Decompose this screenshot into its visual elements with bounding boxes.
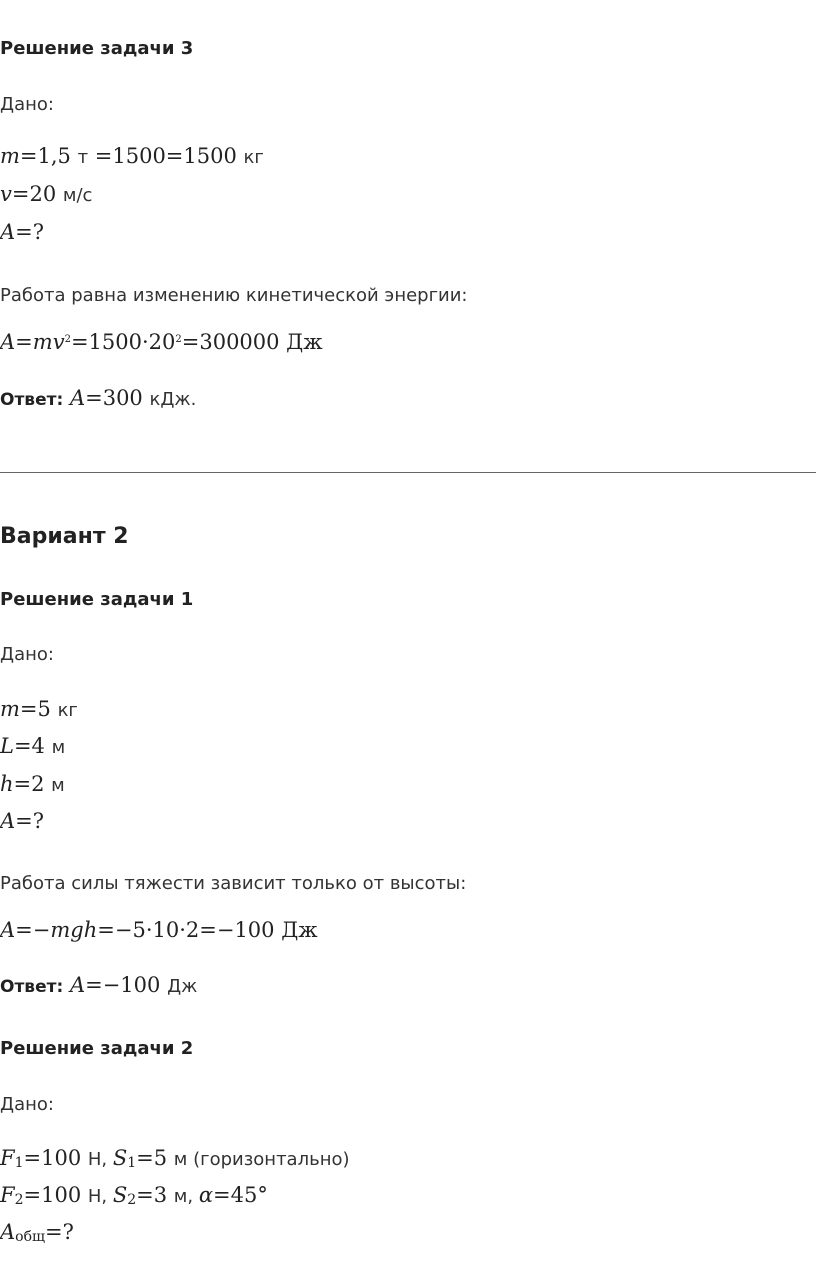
eq: =45° xyxy=(213,1183,268,1207)
task2-heading: Решение задачи 2 xyxy=(0,1038,194,1059)
eq: =1500=1500 xyxy=(88,144,244,168)
task3-given-mass xyxy=(0,144,264,168)
var-a: A xyxy=(0,809,16,833)
unit: м (горизонтально) xyxy=(173,1149,350,1170)
answer-value: =300 xyxy=(85,386,150,410)
var-a: A xyxy=(0,220,16,244)
divider xyxy=(0,472,816,473)
var-a: A xyxy=(0,1220,16,1244)
eq: =? xyxy=(15,809,45,833)
unit: кг xyxy=(243,147,264,168)
eq: =100 xyxy=(23,1146,88,1170)
var-m: m xyxy=(0,697,20,721)
unit: м xyxy=(51,775,65,796)
var-v: v xyxy=(0,182,12,206)
unit: Н, xyxy=(87,1186,113,1207)
unit: м/с xyxy=(62,185,93,206)
subscript: общ xyxy=(15,1229,46,1245)
unit: м, xyxy=(173,1186,199,1207)
var-f: F xyxy=(0,1183,15,1207)
task3-given-label: Дано: xyxy=(0,94,54,115)
task2-given-line1 xyxy=(0,1146,350,1171)
task1-given-length xyxy=(0,734,65,758)
task1-explanation: Работа силы тяжести зависит только от высоты: xyxy=(0,873,467,894)
eq: =? xyxy=(45,1220,74,1244)
answer-value: =−100 xyxy=(85,973,168,997)
var-a: A xyxy=(0,330,16,354)
task1-given-height xyxy=(0,772,65,796)
eq: =3 xyxy=(136,1183,174,1207)
eq: =300000 Дж xyxy=(181,330,323,354)
task1-given-label: Дано: xyxy=(0,644,54,665)
superscript: 2 xyxy=(64,334,71,345)
task2-given-line2 xyxy=(0,1183,268,1208)
eq: =20 xyxy=(11,182,63,206)
subscript: 2 xyxy=(127,1192,137,1208)
eq: = xyxy=(15,330,33,354)
var-alpha: α xyxy=(198,1183,214,1207)
eq: =1500·20 xyxy=(70,330,176,354)
variant-heading: Вариант 2 xyxy=(0,524,129,549)
answer-label: Ответ: xyxy=(0,390,64,410)
task3-answer xyxy=(0,386,196,410)
eq: =− xyxy=(15,918,51,942)
var-a: A xyxy=(69,386,86,410)
eq: =4 xyxy=(13,734,52,758)
eq: =5 xyxy=(19,697,58,721)
eq: =? xyxy=(15,220,45,244)
task1-heading: Решение задачи 1 xyxy=(0,589,194,610)
eq: =2 xyxy=(13,772,52,796)
var-h: h xyxy=(0,772,14,796)
unit: Дж xyxy=(167,976,198,997)
unit: кг xyxy=(57,700,78,721)
var-m: m xyxy=(0,144,20,168)
var-a: A xyxy=(69,973,86,997)
task3-given-velocity xyxy=(0,182,92,206)
task1-answer xyxy=(0,973,197,997)
var-l: L xyxy=(0,734,14,758)
var-a: A xyxy=(0,918,16,942)
task3-explanation: Работа равна изменению кинетической энергии: xyxy=(0,285,468,306)
task1-given-mass xyxy=(0,697,78,721)
superscript: 2 xyxy=(175,334,182,345)
unit: т xyxy=(77,147,89,168)
var-mgh: mgh xyxy=(50,918,98,942)
task3-given-work xyxy=(0,220,44,244)
eq: =100 xyxy=(23,1183,88,1207)
eq: =5 xyxy=(136,1146,174,1170)
var-f: F xyxy=(0,1146,15,1170)
task2-given-label: Дано: xyxy=(0,1094,54,1115)
task1-formula xyxy=(0,918,318,942)
subscript: 1 xyxy=(14,1155,24,1171)
unit: кДж. xyxy=(149,389,197,410)
task3-formula xyxy=(0,330,323,354)
task3-heading: Решение задачи 3 xyxy=(0,38,194,59)
eq: =−5·10·2=−100 Дж xyxy=(97,918,318,942)
task1-given-work xyxy=(0,809,44,833)
answer-label: Ответ: xyxy=(0,977,64,997)
unit: Н, xyxy=(87,1149,113,1170)
subscript: 1 xyxy=(127,1155,137,1171)
task2-given-line3 xyxy=(0,1220,74,1245)
var-s: S xyxy=(112,1183,128,1207)
eq: =1,5 xyxy=(19,144,78,168)
var-s: S xyxy=(112,1146,128,1170)
unit: м xyxy=(51,737,66,758)
subscript: 2 xyxy=(14,1192,24,1208)
var-mv: mv xyxy=(32,330,65,354)
